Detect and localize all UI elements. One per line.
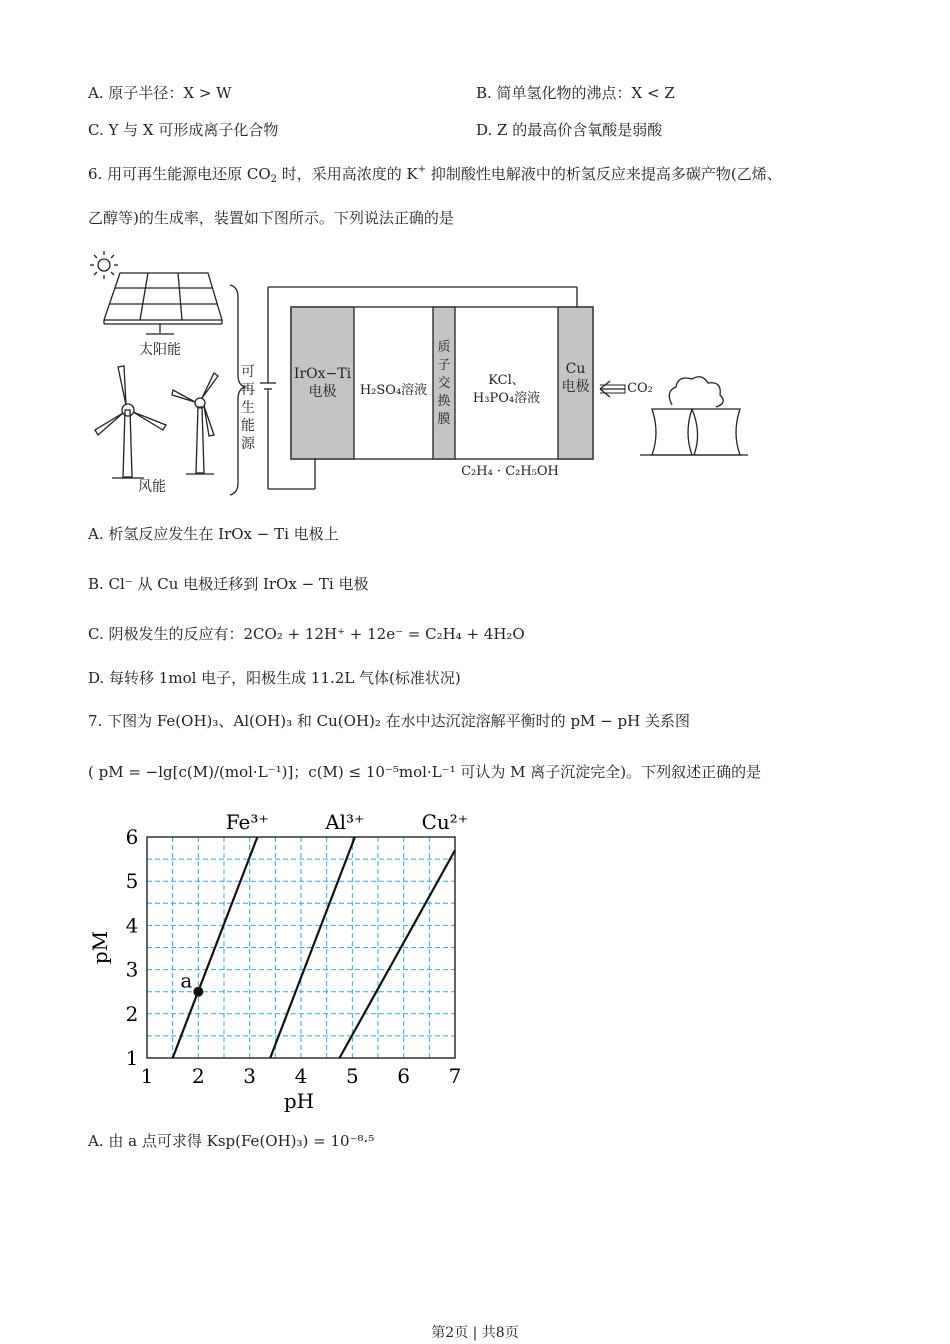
series-label: Al³⁺ xyxy=(325,810,365,834)
series-label: Cu²⁺ xyxy=(421,810,469,834)
pm-ph-chart xyxy=(80,800,520,1120)
electrolysis-diagram xyxy=(80,245,760,500)
q5-option-c: C. Y 与 X 可形成离子化合物 xyxy=(88,121,279,139)
y-axis-label: pM xyxy=(88,930,112,965)
q6-stem-line1: 6. 用可再生能源电还原 $CO_2$ 时，采用高浓度的 K+ 抑制酸性电解液中的析氢反应来提高多碳产物(乙烯、 xyxy=(88,164,782,185)
q5-option-d: D. Z 的最高价含氧酸是弱酸 xyxy=(476,121,663,139)
y-tick-label: 5 xyxy=(125,869,139,894)
h2so4-label: H₂SO₄溶液 xyxy=(359,383,428,398)
point-a-marker xyxy=(193,987,203,997)
anode-label: IrOx−Ti 电极 xyxy=(293,366,352,400)
q6-option-d: D. 每转移 1mol 电子，阳极生成 11.2L 气体(标准状况) xyxy=(88,669,461,687)
solar-label: 太阳能 xyxy=(139,342,181,358)
q7-option-a: A. 由 a 点可求得 Ksp(Fe(OH)₃) = 10⁻⁸·⁵ xyxy=(88,1132,375,1150)
x-tick-label: 4 xyxy=(294,1064,308,1088)
q5-option-b: B. 简单氢化物的沸点：X < Z xyxy=(476,84,675,102)
page-footer: 第2页 | 共8页 xyxy=(431,1325,519,1341)
products-label: C₂H₄ · C₂H₅OH xyxy=(461,464,559,479)
x-tick-label: 7 xyxy=(448,1064,462,1088)
q6-stem-line2: 乙醇等)的生成率，装置如下图所示。下列说法正确的是 xyxy=(88,209,454,227)
x-tick-label: 6 xyxy=(397,1064,411,1088)
cathode-label: Cu 电极 xyxy=(561,361,590,395)
y-tick-label: 1 xyxy=(125,1046,139,1070)
q6-option-c: C. 阴极发生的反应有：2CO₂ + 12H⁺ + 12e⁻ = C₂H₄ + 4H₂O xyxy=(88,625,525,643)
q7-stem-line1: 7. 下图为 Fe(OH)₃、Al(OH)₃ 和 Cu(OH)₂ 在水中达沉淀溶解平衡时的 pM − pH 关系图 xyxy=(88,712,690,730)
x-tick-label: 2 xyxy=(191,1064,205,1088)
wind-turbine-icon xyxy=(95,366,218,478)
y-tick-label: 4 xyxy=(125,913,139,938)
solar-panel-icon xyxy=(104,273,222,334)
x-tick-label: 3 xyxy=(243,1064,257,1088)
y-tick-label: 3 xyxy=(125,957,139,982)
pm-ph-chart-svg xyxy=(80,800,520,1120)
co2-label: CO₂ xyxy=(627,381,653,396)
x-tick-label: 5 xyxy=(345,1064,359,1088)
q7-stem-line2: ( pM = −lg[c(M)/(mol·L⁻¹)]；c(M) ≤ 10⁻⁵mol·L⁻¹ 可认为 M 离子沉淀完全)。下列叙述正确的是 xyxy=(88,763,762,781)
q5-option-a: A. 原子半径：X > W xyxy=(88,84,232,102)
wind-label: 风能 xyxy=(138,479,166,495)
sun-icon xyxy=(90,251,118,279)
series-label: Fe³⁺ xyxy=(225,810,269,834)
x-tick-label: 1 xyxy=(140,1064,154,1088)
y-tick-label: 6 xyxy=(125,825,139,849)
kcl-label: KCl、 H₃PO₄溶液 xyxy=(472,373,541,406)
y-tick-label: 2 xyxy=(125,1001,139,1026)
q6-option-a: A. 析氢反应发生在 IrOx − Ti 电极上 xyxy=(88,525,339,543)
electrolysis-diagram-svg xyxy=(80,245,760,500)
membrane-label: 质 子 交 换 膜 xyxy=(437,340,451,427)
point-a-label: a xyxy=(180,968,193,993)
q6-option-b: B. Cl⁻ 从 Cu 电极迁移到 IrOx − Ti 电极 xyxy=(88,575,369,593)
renewable-label: 可 再 生 能 源 xyxy=(241,364,255,452)
x-axis-label: pH xyxy=(283,1089,315,1113)
